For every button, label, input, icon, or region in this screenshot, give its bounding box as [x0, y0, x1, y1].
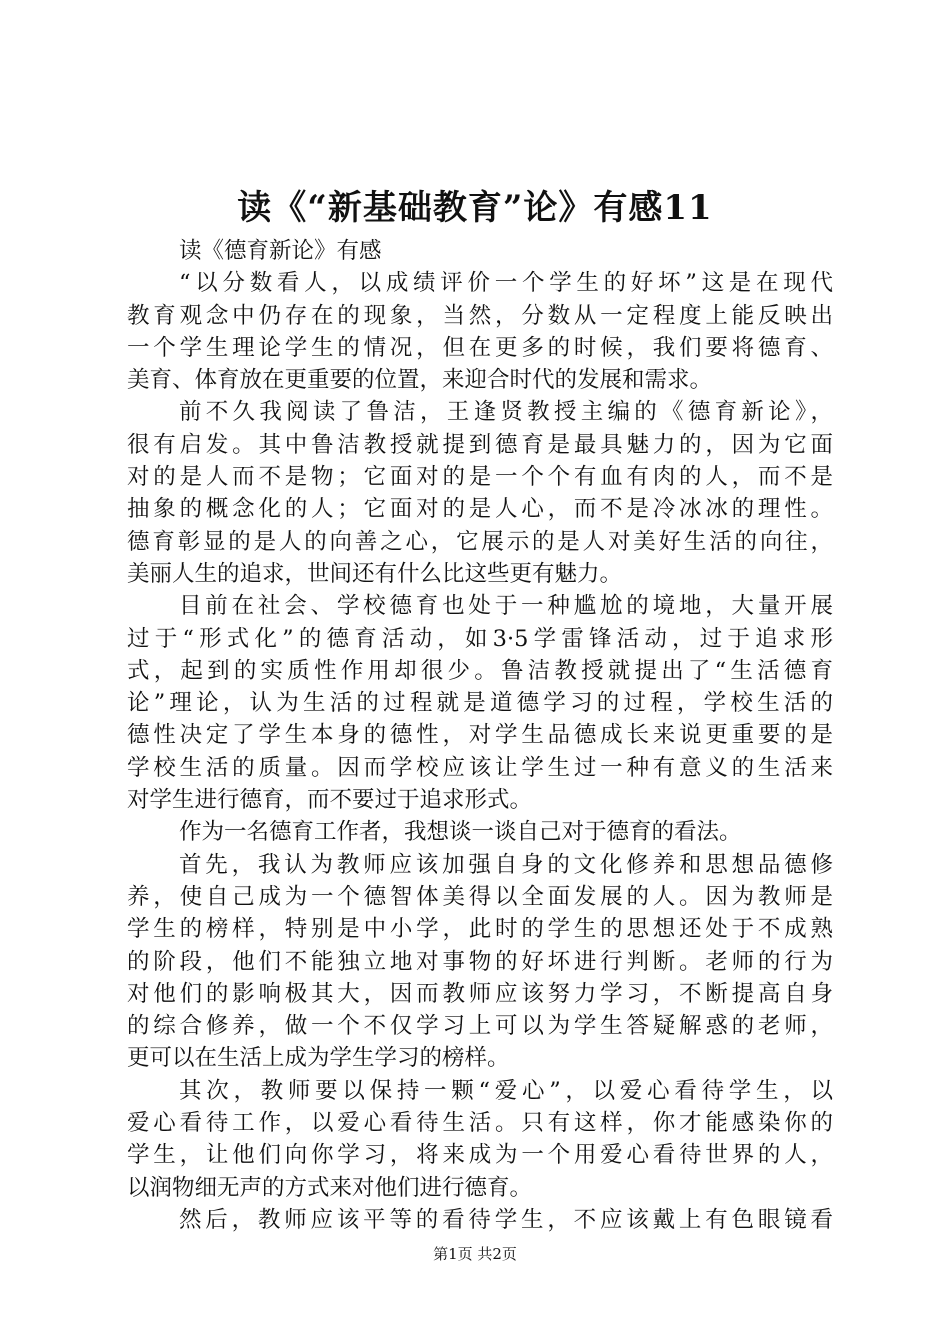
text-line: 对的是人而不是物；它面对的是一个个有血有肉的人，而不是 — [127, 464, 833, 491]
text-line: 美丽人生的追求，世间还有什么比这些更有魅力。 — [127, 560, 623, 587]
text-line: 更可以在生活上成为学生学习的榜样。 — [127, 1045, 510, 1072]
text-line: 学生的榜样，特别是中小学，此时的学生的思想还处于不成熟 — [127, 916, 833, 943]
text-line: 其次，教师要以保持一颗“爱心”，以爱心看待学生，以 — [179, 1077, 833, 1104]
document-body — [127, 235, 833, 1236]
text-line: 学生，让他们向你学习，将来成为一个用爱心看待世界的人， — [127, 1142, 833, 1169]
text-line: “以分数看人，以成绩评价一个学生的好坏”这是在现代 — [179, 270, 833, 297]
text-line: 对学生进行德育，而不要过于追求形式。 — [127, 787, 533, 814]
text-line: 论”理论，认为生活的过程就是道德学习的过程，学校生活的 — [127, 690, 833, 717]
text-line: 首先，我认为教师应该加强自身的文化修养和思想品德修 — [179, 851, 833, 878]
text-line: 过于“形式化”的德育活动，如3·5学雷锋活动，过于追求形 — [127, 625, 833, 652]
text-line: 学校生活的质量。因而学校应该让学生过一种有意义的生活来 — [127, 754, 833, 781]
page-footer: 第1页 共2页 — [433, 1245, 517, 1263]
text-line: 对他们的影响极其大，因而教师应该努力学习，不断提高自身 — [127, 980, 833, 1007]
document-title: 读《“新基础教育”论》有感11 — [237, 188, 713, 228]
text-line: 抽象的概念化的人；它面对的是人心，而不是冷冰冰的理性。 — [127, 496, 833, 523]
text-line: 以润物细无声的方式来对他们进行德育。 — [127, 1174, 533, 1201]
text-line: 的综合修养，做一个不仅学习上可以为学生答疑解惑的老师， — [127, 1013, 833, 1040]
text-line: 很有启发。其中鲁洁教授就提到德育是最具魅力的，因为它面 — [127, 431, 833, 458]
text-line: 爱心看待工作，以爱心看待生活。只有这样，你才能感染你的 — [127, 1110, 833, 1137]
text-line: 作为一名德育工作者，我想谈一谈自己对于德育的看法。 — [179, 819, 742, 846]
text-line: 教育观念中仍存在的现象，当然，分数从一定程度上能反映出 — [127, 302, 833, 329]
text-line: 然后，教师应该平等的看待学生，不应该戴上有色眼镜看 — [179, 1206, 833, 1233]
text-line: 美育、体育放在更重要的位置，来迎合时代的发展和需求。 — [127, 367, 713, 394]
text-line: 德育彰显的是人的向善之心，它展示的是人对美好生活的向往， — [127, 528, 833, 555]
text-line: 目前在社会、学校德育也处于一种尴尬的境地，大量开展 — [179, 593, 833, 620]
text-line: 式，起到的实质性作用却很少。鲁洁教授就提出了“生活德育 — [127, 657, 833, 684]
text-line: 德性决定了学生本身的德性，对学生品德成长来说更重要的是 — [127, 722, 833, 749]
text-line: 养，使自己成为一个德智体美得以全面发展的人。因为教师是 — [127, 883, 833, 910]
text-line: 读《德育新论》有感 — [179, 238, 382, 264]
text-line: 前不久我阅读了鲁洁，王逢贤教授主编的《德育新论》， — [179, 399, 833, 426]
text-line: 一个学生理论学生的情况，但在更多的时候，我们要将德育、 — [127, 334, 833, 361]
text-line: 的阶段，他们不能独立地对事物的好坏进行判断。老师的行为 — [127, 948, 833, 975]
